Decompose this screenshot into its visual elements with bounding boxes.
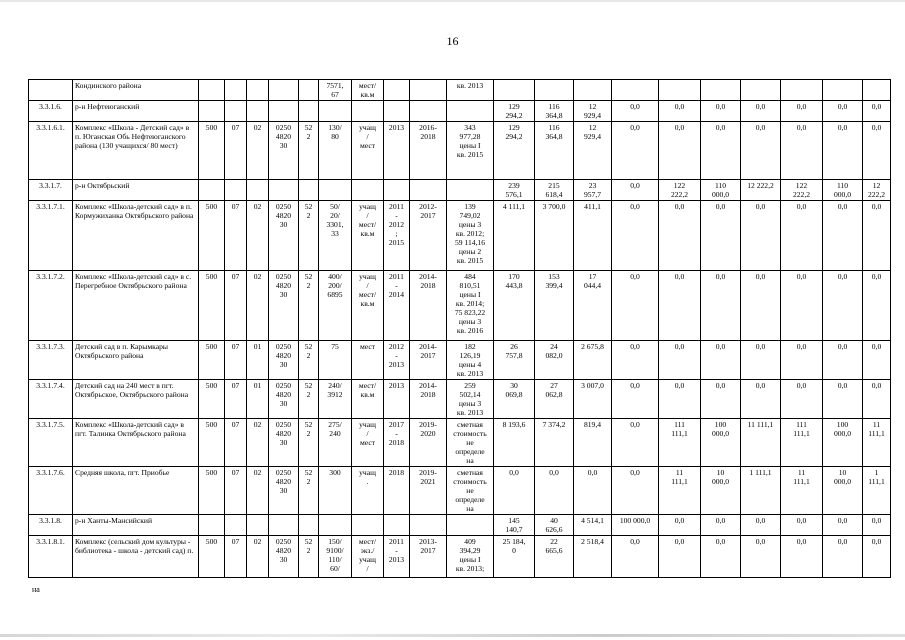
table-cell: учащ / мест [352,419,384,467]
table-cell: 0250 4820 30 [269,380,299,419]
table-cell: 0,0 [574,467,612,515]
table-row [29,122,891,180]
table-cell: 0,0 [701,122,741,180]
table-cell: 07 [225,122,247,180]
table-cell: 2014- 2018 [410,380,447,419]
table-cell: 0,0 [701,536,741,578]
table-cell [384,515,410,536]
table-cell: 2011 - 2012 ; 2015 [384,201,410,271]
table-cell [299,180,319,201]
table-cell: мест/ кв.м [352,380,384,419]
table-cell: 0,0 [494,467,535,515]
table-cell [269,515,299,536]
table-cell: 145 140,7 [494,515,535,536]
table-cell: 12 929,4 [574,101,612,122]
table-cell: 11 111,1 [659,467,701,515]
table-cell: 2011 - 2013 [384,536,410,578]
table-cell: 0,0 [781,536,823,578]
table-cell: 02 [247,122,269,180]
table-cell: 0,0 [612,536,659,578]
table-cell: 0,0 [781,515,823,536]
table-cell: 0,0 [781,271,823,341]
table-cell: 0250 4820 30 [269,467,299,515]
footer-text: на [32,585,40,594]
table-cell: 07 [225,201,247,271]
table-cell: 122 222,2 [659,180,701,201]
table-row [29,380,891,419]
table-cell: 0,0 [741,341,781,380]
table-cell: 0,0 [781,122,823,180]
table-cell [352,515,384,536]
row-number-cell: 3.3.1.7.2. [29,271,73,341]
table-cell: 129 294,2 [494,122,535,180]
table-cell: 500 [199,122,225,180]
table-cell: 122 222,2 [781,180,823,201]
table-cell [447,180,494,201]
table-cell [319,515,352,536]
table-cell: 2014- 2017 [410,341,447,380]
object-name-cell: р-н Нефтеюганский [73,101,199,122]
table-cell: сметная стоимость не определе на [447,419,494,467]
table-cell: 0,0 [781,101,823,122]
table-cell: 215 618,4 [535,180,574,201]
table-cell: 02 [247,201,269,271]
table-cell: 411,1 [574,201,612,271]
row-number-cell: 3.3.1.7.4. [29,380,73,419]
table-cell: 0,0 [701,515,741,536]
table-cell: 11 111,1 [863,419,891,467]
table-cell [352,180,384,201]
table-cell: 110 000,0 [823,180,863,201]
object-name-cell: Детский сад на 240 мест в пгт. Октябрьское, Октябрьского района [73,380,199,419]
table-cell [319,180,352,201]
scan-edge-top [0,0,905,2]
table-cell: 25 184, 0 [494,536,535,578]
table-cell: 2011 - 2014 [384,271,410,341]
table-cell [247,101,269,122]
table-cell: 24 082,0 [535,341,574,380]
table-cell [447,101,494,122]
table-cell: 02 [247,467,269,515]
table-cell: 2018 [384,467,410,515]
table-cell [199,101,225,122]
table-cell: 2013 [384,122,410,180]
table-cell: 300 [319,467,352,515]
table-cell: 0,0 [781,201,823,271]
table-cell: 0,0 [659,201,701,271]
table-cell [225,101,247,122]
table-cell: 0,0 [659,271,701,341]
table-row [29,341,891,380]
table-cell: 52 2 [299,201,319,271]
table-cell: мест/ кв.м [352,80,384,101]
table-cell: 0,0 [659,101,701,122]
table-cell: 02 [247,271,269,341]
table-cell: учащ / мест [352,122,384,180]
table-cell: 52 2 [299,467,319,515]
table-cell: 100 000,0 [823,419,863,467]
table-cell: 2016- 2018 [410,122,447,180]
row-number-cell: 3.3.1.7.5. [29,419,73,467]
row-number-cell: 3.3.1.7.1. [29,201,73,271]
table-cell: 75 [319,341,352,380]
table-cell: 0,0 [701,101,741,122]
table-cell: 0250 4820 30 [269,122,299,180]
table-cell: 819,4 [574,419,612,467]
table-cell [269,80,299,101]
table-cell [612,80,659,101]
table-cell [659,80,701,101]
row-number-cell: 3.3.1.7.6. [29,467,73,515]
table-cell: 0250 4820 30 [269,536,299,578]
object-name-cell: Кондинского района [73,80,199,101]
table-cell: 110 000,0 [701,180,741,201]
row-number-cell: 3.3.1.7. [29,180,73,201]
table-cell [494,80,535,101]
table-cell: 500 [199,341,225,380]
table-cell [863,80,891,101]
table-cell: 0,0 [701,271,741,341]
table-cell: 2 675,8 [574,341,612,380]
table-cell [352,101,384,122]
table-cell: 02 [247,419,269,467]
table-cell: кв. 2013 [447,80,494,101]
table-cell: 52 2 [299,419,319,467]
table-cell [299,515,319,536]
object-name-cell: Средняя школа, пгт. Приобье [73,467,199,515]
table-cell: 0,0 [659,341,701,380]
table-cell: 0250 4820 30 [269,419,299,467]
table-cell [299,101,319,122]
table-cell [269,180,299,201]
table-cell: мест/ экз./ учащ / [352,536,384,578]
table-cell: 500 [199,419,225,467]
table-cell: 500 [199,536,225,578]
table-cell [384,80,410,101]
table-cell: 0,0 [659,515,701,536]
table-cell [410,180,447,201]
object-name-cell: Детский сад в п. Карымкары Октябрьского района [73,341,199,380]
row-number-cell [29,80,73,101]
table-cell [574,80,612,101]
table-cell: 500 [199,467,225,515]
table-cell: 12 222,2 [863,180,891,201]
table-cell: 0,0 [823,515,863,536]
table-cell: 0,0 [659,380,701,419]
table-cell: 26 757,8 [494,341,535,380]
table-cell: 275/ 240 [319,419,352,467]
table-cell: 1 111,1 [863,467,891,515]
table-cell: 07 [225,467,247,515]
table-cell: 50/ 20/ 3301, 33 [319,201,352,271]
table-cell: 2019- 2020 [410,419,447,467]
table-cell: 0,0 [823,122,863,180]
table-cell: 182 126,19 цены 4 кв. 2013 [447,341,494,380]
table-cell: 139 749,02 цены 3 кв. 2012; 59 114,16 цены 2 кв. 2015 [447,201,494,271]
table-cell: 400/ 200/ 6895 [319,271,352,341]
table-cell: 0250 4820 30 [269,201,299,271]
table-cell: учащ / мест/ кв.м [352,271,384,341]
table-cell: 0,0 [823,271,863,341]
table-cell: 0,0 [863,122,891,180]
table-cell: 170 443,8 [494,271,535,341]
object-name-cell: Комплекс «Школа-детский сад» в с. Перегребное Октябрьского района [73,271,199,341]
table-cell: 7 374,2 [535,419,574,467]
table-cell: 111 111,1 [659,419,701,467]
table-cell: 2019- 2021 [410,467,447,515]
table-cell: 0,0 [612,419,659,467]
table-cell: 0,0 [863,101,891,122]
table-cell [319,101,352,122]
table-cell: 0,0 [741,515,781,536]
row-number-cell: 3.3.1.6. [29,101,73,122]
table-cell [199,80,225,101]
table-cell: 2012- 2017 [410,201,447,271]
table-cell: 240/ 3912 [319,380,352,419]
table-cell: 4 514,1 [574,515,612,536]
table-cell: 150/ 9100/ 110/ 60/ [319,536,352,578]
table-cell [225,80,247,101]
scan-edge-bottom [0,634,905,637]
table-cell: учащ / мест/ кв.м [352,201,384,271]
table-cell: 343 977,28 цены I кв. 2015 [447,122,494,180]
table-cell: 0,0 [701,201,741,271]
table-cell: 0,0 [612,101,659,122]
table-cell [447,515,494,536]
table-cell: сметная стоимость не определе на [447,467,494,515]
table-cell: 0,0 [612,180,659,201]
table-cell: 3 700,0 [535,201,574,271]
table-cell [384,180,410,201]
table-cell: 0,0 [863,536,891,578]
table-cell: 10 000,0 [823,467,863,515]
table-cell: 30 069,8 [494,380,535,419]
table-cell: 02 [247,536,269,578]
table-cell: 0,0 [741,101,781,122]
table-cell: 0,0 [659,122,701,180]
table-cell: 500 [199,201,225,271]
table-cell: 01 [247,341,269,380]
row-number-cell: 3.3.1.7.3. [29,341,73,380]
table-cell: 0,0 [659,536,701,578]
table-cell: 2012 - 2013 [384,341,410,380]
table-cell: 52 2 [299,271,319,341]
table-cell: учащ . [352,467,384,515]
table-cell: 0,0 [781,341,823,380]
table-cell [199,180,225,201]
table-row [29,536,891,578]
table-cell: 0,0 [612,380,659,419]
table-cell: 0250 4820 30 [269,341,299,380]
table-cell: 116 364,8 [535,101,574,122]
page-number: 16 [446,34,459,48]
table-cell: 100 000,0 [701,419,741,467]
table-cell: 01 [247,380,269,419]
table-cell: 0,0 [741,271,781,341]
table-cell: 0,0 [612,271,659,341]
table-cell: 0,0 [863,271,891,341]
table-cell [781,80,823,101]
table-cell: 100 000,0 [612,515,659,536]
object-name-cell: Комплекс (сельский дом культуры - библиотека - школа - детский сад) п. [73,536,199,578]
table-cell: 22 665,6 [535,536,574,578]
table-cell: 0,0 [612,122,659,180]
table-cell: 0,0 [612,201,659,271]
table-cell: 7571, 67 [319,80,352,101]
table-cell: 259 502,14 цены 3 кв. 2013 [447,380,494,419]
object-name-cell: Комплекс «Школа - Детский сад» в п. Юганская Обь Нефтеюганского района (130 учащихся/ 80 мест) [73,122,199,180]
object-name-cell: Комплекс «Школа-детский сад» в п. Кормужиханка Октябрьского района [73,201,199,271]
table-cell: 12 222,2 [741,180,781,201]
table-cell [199,515,225,536]
table-cell: 40 626,6 [535,515,574,536]
budget-table [28,79,891,578]
table-cell: 52 2 [299,536,319,578]
table-row [29,80,891,101]
table-cell: 52 2 [299,122,319,180]
table-cell: 2017 - 2018 [384,419,410,467]
table-cell: 0,0 [823,101,863,122]
table-cell: 07 [225,271,247,341]
table-cell: 0,0 [863,201,891,271]
table-cell [269,101,299,122]
table-cell: 0,0 [781,380,823,419]
table-cell: 2 518,4 [574,536,612,578]
table-cell: 0,0 [863,341,891,380]
table-cell: 116 364,8 [535,122,574,180]
table-cell [410,101,447,122]
table-cell: 409 394,29 цены I кв. 2013; [447,536,494,578]
table-cell: 11 111,1 [781,467,823,515]
table-cell: 0,0 [535,467,574,515]
table-cell [247,180,269,201]
table-cell: 23 957,7 [574,180,612,201]
table-cell: 07 [225,341,247,380]
table-cell: 11 111,1 [741,419,781,467]
table-cell: 0,0 [863,515,891,536]
table-cell [535,80,574,101]
table-cell: 500 [199,271,225,341]
table-cell: 52 2 [299,341,319,380]
table-cell: 0,0 [701,341,741,380]
table-cell: 17 044,4 [574,271,612,341]
table-cell: 07 [225,419,247,467]
table-cell: 111 111,1 [781,419,823,467]
table-cell [741,80,781,101]
table-cell [247,80,269,101]
table-cell: 0,0 [612,341,659,380]
table-cell [225,180,247,201]
table-cell: 0,0 [741,122,781,180]
table-cell: 8 193,6 [494,419,535,467]
object-name-cell: р-н Ханты-Мансийский [73,515,199,536]
table-cell: 0,0 [823,341,863,380]
object-name-cell: р-н Октябрьский [73,180,199,201]
table-cell: 3 007,0 [574,380,612,419]
table-cell: 2013- 2017 [410,536,447,578]
row-number-cell: 3.3.1.6.1. [29,122,73,180]
table-row [29,101,891,122]
table-cell: 129 294,2 [494,101,535,122]
table-cell: 52 2 [299,380,319,419]
table-cell: 0250 4820 30 [269,271,299,341]
table-cell: 27 062,8 [535,380,574,419]
row-number-cell: 3.3.1.8.1. [29,536,73,578]
table-cell: 130/ 80 [319,122,352,180]
row-number-cell: 3.3.1.8. [29,515,73,536]
table-row [29,515,891,536]
table-cell: 10 000,0 [701,467,741,515]
table-cell [384,101,410,122]
table-cell: 0,0 [823,201,863,271]
table-cell: 0,0 [741,536,781,578]
table-cell: 484 810,51 цены I кв. 2014; 75 823,22 цены 3 кв. 2016 [447,271,494,341]
table-row [29,419,891,467]
table-cell: 1 111,1 [741,467,781,515]
table-cell: мест [352,341,384,380]
table-cell: 0,0 [823,536,863,578]
table-row [29,271,891,341]
table-cell: 07 [225,380,247,419]
table-cell: 4 111,1 [494,201,535,271]
table-cell: 0,0 [863,380,891,419]
table-cell: 0,0 [741,201,781,271]
table-cell: 153 399,4 [535,271,574,341]
table-cell [701,80,741,101]
table-cell: 0,0 [701,380,741,419]
table-row [29,201,891,271]
table-cell: 0,0 [612,467,659,515]
table-row [29,180,891,201]
object-name-cell: Комплекс «Школа-детский сад» в пгт. Талинка Октябрьского района [73,419,199,467]
table-cell [410,515,447,536]
table-row [29,467,891,515]
table-cell: 2013 [384,380,410,419]
table-cell: 12 929,4 [574,122,612,180]
table-cell [225,515,247,536]
table-cell [823,80,863,101]
table-cell [299,80,319,101]
table-cell [410,80,447,101]
table-cell: 2014- 2018 [410,271,447,341]
table-cell: 239 576,1 [494,180,535,201]
table-cell [247,515,269,536]
table-cell: 0,0 [741,380,781,419]
table-cell: 0,0 [823,380,863,419]
table-cell: 07 [225,536,247,578]
table-cell: 500 [199,380,225,419]
